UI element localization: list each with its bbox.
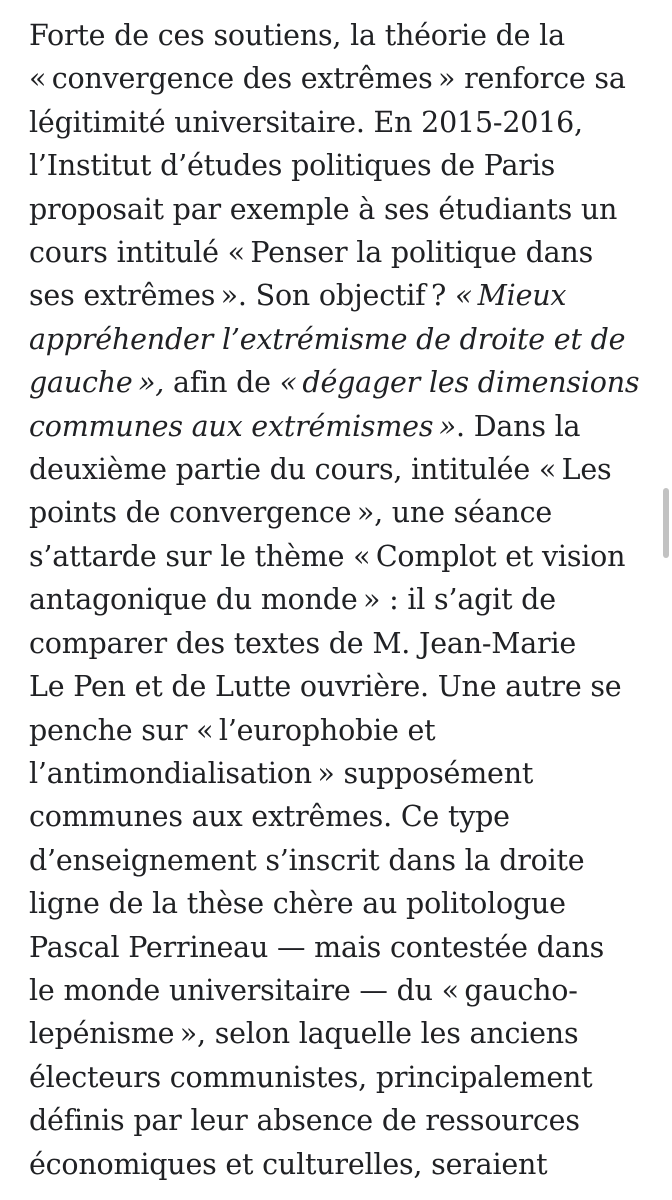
italic-quote-text: « dégager les dimensions — [279, 366, 640, 400]
body-text: Pascal Perrineau — mais contestée dans — [29, 930, 605, 964]
body-text: légitimité universitaire. En 2015-2016, — [29, 105, 583, 139]
text-line — [29, 882, 649, 925]
body-text: antagonique du monde » : il s’agit de — [29, 583, 556, 617]
text-line — [29, 101, 649, 144]
body-text: ligne de la thèse chère au politologue — [29, 887, 566, 921]
body-text: afin de — [164, 366, 280, 400]
text-line — [29, 405, 649, 448]
text-line — [29, 926, 649, 969]
text-line — [29, 1056, 649, 1099]
text-line — [29, 57, 649, 100]
body-text: Forte de ces soutiens, la théorie de la — [29, 19, 565, 52]
italic-quote-text: gauche », — [29, 366, 165, 400]
text-line — [29, 491, 649, 534]
italic-quote-text: communes aux extrémismes » — [29, 409, 457, 443]
body-text: électeurs communistes, principalement — [29, 1060, 593, 1094]
body-text: penche sur « l’europhobie et — [29, 713, 436, 747]
text-line — [29, 274, 649, 317]
article-paragraph — [29, 14, 649, 1186]
body-text: d’enseignement s’inscrit dans la droite — [29, 843, 585, 877]
body-text: Le Pen et de Lutte ouvrière. Une autre se — [29, 670, 622, 704]
text-line — [29, 839, 649, 882]
body-text: « convergence des extrêmes » renforce sa — [29, 62, 626, 96]
body-text: points de convergence », une séance — [29, 496, 553, 530]
body-text: l’antimondialisation » supposément — [29, 756, 534, 790]
scrollbar-thumb[interactable] — [663, 488, 669, 558]
body-text: lepénisme », selon laquelle les anciens — [29, 1017, 579, 1051]
text-line — [29, 752, 649, 795]
text-line — [29, 144, 649, 187]
text-line — [29, 188, 649, 231]
text-line — [29, 318, 649, 361]
body-text: . Dans la — [456, 409, 581, 443]
text-line — [29, 578, 649, 621]
body-text: proposait par exemple à ses étudiants un — [29, 192, 618, 226]
body-text: économiques et culturelles, seraient — [29, 1147, 548, 1181]
text-line — [29, 361, 649, 404]
body-text: s’attarde sur le thème « Complot et vision — [29, 539, 626, 573]
body-text: deuxième partie du cours, intitulée « Les — [29, 453, 612, 487]
text-line — [29, 448, 649, 491]
body-text: l’Institut d’études politiques de Paris — [29, 149, 556, 183]
text-line — [29, 665, 649, 708]
body-text: le monde universitaire — du « gaucho- — [29, 973, 578, 1007]
italic-quote-text: « Mieux — [454, 279, 567, 313]
body-text: ses extrêmes ». Son objectif ? — [29, 279, 455, 313]
text-line — [29, 535, 649, 578]
body-text: cours intitulé « Penser la politique dans — [29, 236, 593, 270]
text-line — [29, 1143, 649, 1186]
text-line — [29, 231, 649, 274]
text-line — [29, 14, 649, 57]
text-line — [29, 709, 649, 752]
body-text: communes aux extrêmes. Ce type — [29, 800, 510, 834]
body-text: comparer des textes de M. Jean-Marie — [29, 626, 577, 660]
text-line — [29, 622, 649, 665]
italic-quote-text: appréhender l’extrémisme de droite et de — [29, 322, 626, 356]
body-text: définis par leur absence de ressources — [29, 1104, 580, 1138]
text-line — [29, 795, 649, 838]
text-line — [29, 1012, 649, 1055]
text-line — [29, 1099, 649, 1142]
text-line — [29, 969, 649, 1012]
